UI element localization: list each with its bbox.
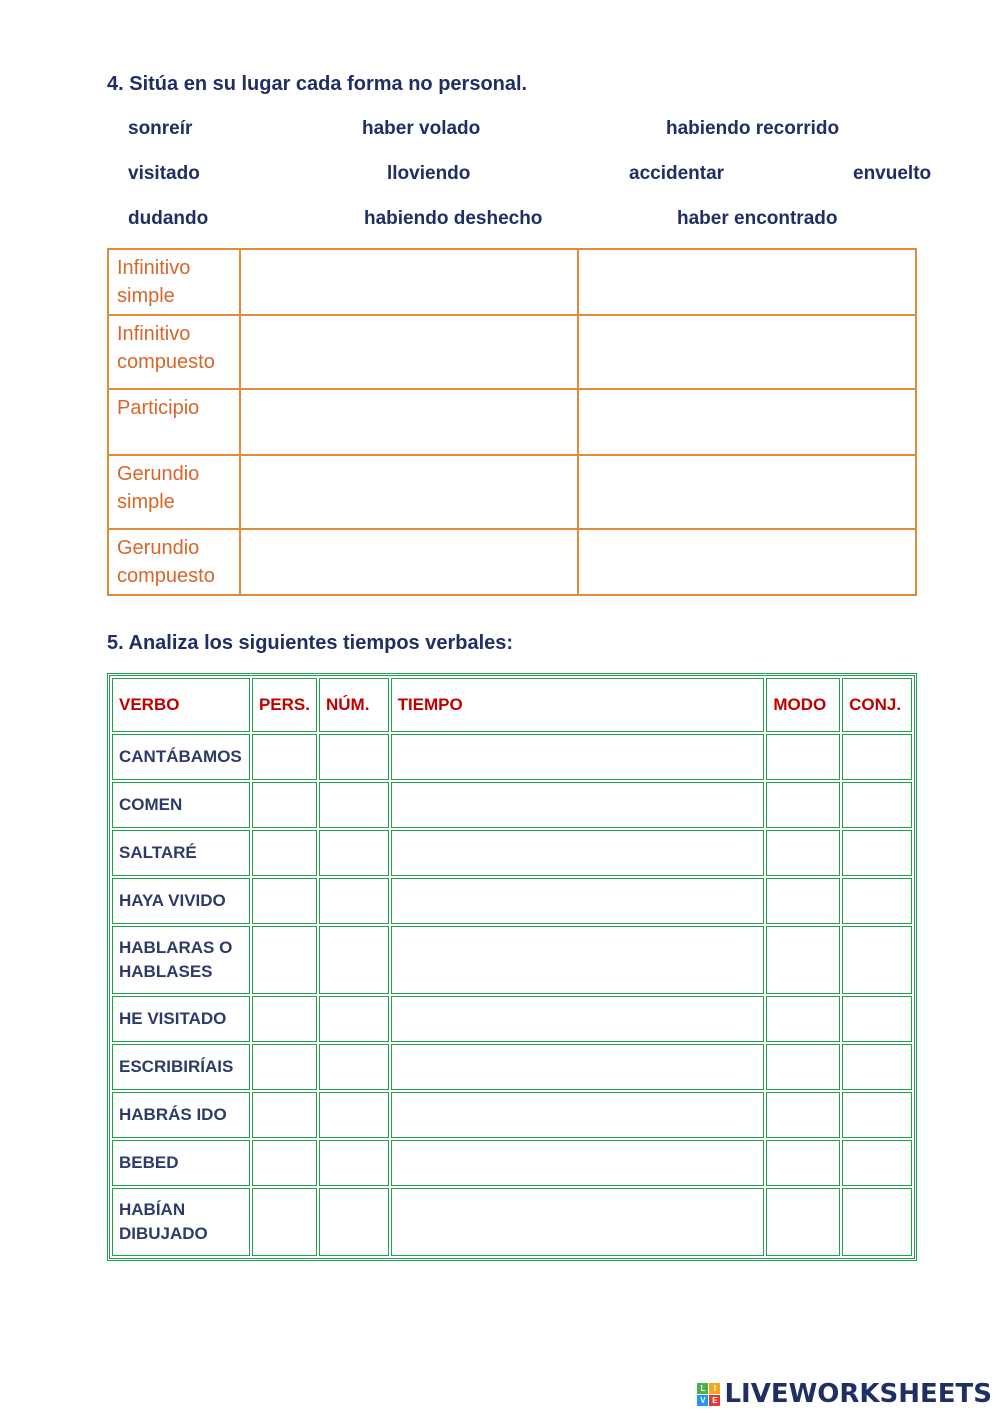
drop-cell[interactable] [578,249,916,315]
row-label-line: Infinitivo [117,257,191,279]
answer-cell[interactable] [319,996,389,1042]
table-row [112,1092,912,1138]
row-label-line: Infinitivo [117,323,191,345]
word-option[interactable]: habiendo recorrido [666,118,840,139]
header-verbo: VERBO [112,678,250,732]
verb-cell: ESCRIBIRÍAIS [112,1044,250,1090]
row-label-line: Gerundio [117,537,200,559]
drop-cell[interactable] [578,529,916,595]
row-label [108,455,240,529]
row-label-line: compuesto [117,351,215,373]
answer-cell[interactable] [319,1140,389,1186]
answer-cell[interactable] [842,1092,912,1138]
header-modo: MODO [766,678,840,732]
answer-cell[interactable] [842,926,912,994]
answer-cell[interactable] [842,830,912,876]
answer-cell[interactable] [391,1188,765,1256]
answer-cell[interactable] [391,1092,765,1138]
table-row [108,455,916,529]
table-row [112,926,912,994]
answer-cell[interactable] [252,782,317,828]
answer-cell[interactable] [391,782,765,828]
word-option[interactable]: haber volado [362,118,481,139]
header-conj: CONJ. [842,678,912,732]
row-label-line: simple [117,491,175,513]
logo-mark-cell: L [697,1383,708,1394]
table-row [108,529,916,595]
answer-cell[interactable] [766,1092,840,1138]
row-label [108,315,240,389]
word-option[interactable]: visitado [128,163,200,184]
verb-cell: HE VISITADO [112,996,250,1042]
exercise-5-title: 5. Analiza los siguientes tiempos verbales: [107,632,514,654]
drop-cell[interactable] [578,315,916,389]
table-row [112,1188,912,1256]
answer-cell[interactable] [842,878,912,924]
row-label-line: Participio [117,397,200,419]
answer-cell[interactable] [252,878,317,924]
answer-cell[interactable] [842,734,912,780]
non-personal-forms-table [107,248,917,596]
word-option[interactable]: dudando [128,208,209,229]
answer-cell[interactable] [391,1140,765,1186]
answer-cell[interactable] [766,1044,840,1090]
row-label [108,249,240,315]
word-option[interactable]: habiendo deshecho [364,208,543,229]
answer-cell[interactable] [319,830,389,876]
answer-cell[interactable] [766,734,840,780]
answer-cell[interactable] [842,782,912,828]
table-row [112,830,912,876]
verb-line: HABÍAN [119,1200,186,1219]
answer-cell[interactable] [391,878,765,924]
table-row [112,1044,912,1090]
row-label-line: simple [117,285,175,307]
verb-cell: HABRÁS IDO [112,1092,250,1138]
word-option[interactable]: haber encontrado [677,208,838,229]
row-label-line: Gerundio [117,463,200,485]
answer-cell[interactable] [766,830,840,876]
logo-text: LIVEWORKSHEETS [724,1379,992,1409]
table-row [112,782,912,828]
verb-analysis-table [107,673,917,1261]
answer-cell[interactable] [842,1140,912,1186]
answer-cell[interactable] [319,926,389,994]
answer-cell[interactable] [319,734,389,780]
logo-mark-cell: V [697,1395,708,1406]
logo-mark-icon [697,1383,720,1406]
liveworksheets-logo [697,1379,992,1409]
answer-cell[interactable] [766,1188,840,1256]
answer-cell[interactable] [252,1092,317,1138]
row-label [108,529,240,595]
table-row [112,1140,912,1186]
answer-cell[interactable] [319,878,389,924]
header-tiempo: TIEMPO [391,678,765,732]
word-option[interactable]: sonreír [128,118,193,139]
drop-cell[interactable] [240,249,578,315]
verb-line: DIBUJADO [119,1224,208,1243]
answer-cell[interactable] [252,1044,317,1090]
answer-cell[interactable] [766,782,840,828]
verb-line: HABLASES [119,962,213,981]
drop-cell[interactable] [240,389,578,455]
answer-cell[interactable] [391,996,765,1042]
answer-cell[interactable] [252,830,317,876]
drop-cell[interactable] [240,529,578,595]
verb-cell: BEBED [112,1140,250,1186]
answer-cell[interactable] [252,734,317,780]
answer-cell[interactable] [766,1140,840,1186]
drop-cell[interactable] [578,455,916,529]
table-row [108,249,916,315]
header-pers: PERS. [252,678,317,732]
answer-cell[interactable] [391,1044,765,1090]
answer-cell[interactable] [252,926,317,994]
answer-cell[interactable] [319,1092,389,1138]
answer-cell[interactable] [252,1188,317,1256]
drop-cell[interactable] [578,389,916,455]
word-option[interactable]: accidentar [629,163,725,184]
table-row [108,315,916,389]
verb-line: HABLARAS O [119,938,233,957]
row-label-line: compuesto [117,565,215,587]
table-row [112,996,912,1042]
logo-mark-cell: E [709,1395,720,1406]
answer-cell[interactable] [842,1188,912,1256]
answer-cell[interactable] [391,734,765,780]
verb-cell: COMEN [112,782,250,828]
header-row [112,678,912,732]
row-label [108,389,240,455]
answer-cell[interactable] [252,1140,317,1186]
answer-cell[interactable] [319,1188,389,1256]
drop-cell[interactable] [240,455,578,529]
answer-cell[interactable] [766,878,840,924]
answer-cell[interactable] [391,926,765,994]
word-option[interactable]: lloviendo [387,163,471,184]
answer-cell[interactable] [842,1044,912,1090]
verb-cell: SALTARÉ [112,830,250,876]
verb-cell: HAYA VIVIDO [112,878,250,924]
table-row [112,734,912,780]
drop-cell[interactable] [240,315,578,389]
table-row [112,878,912,924]
answer-cell[interactable] [391,830,765,876]
answer-cell[interactable] [319,782,389,828]
verb-cell [112,926,250,994]
answer-cell[interactable] [842,996,912,1042]
answer-cell[interactable] [766,926,840,994]
exercise-4-title: 4. Sitúa en su lugar cada forma no personal. [107,73,528,95]
verb-cell [112,1188,250,1256]
logo-mark-cell: I [709,1383,720,1394]
word-option[interactable]: envuelto [853,163,932,184]
verb-cell: CANTÁBAMOS [112,734,250,780]
header-num: NÚM. [319,678,389,732]
answer-cell[interactable] [319,1044,389,1090]
answer-cell[interactable] [766,996,840,1042]
answer-cell[interactable] [252,996,317,1042]
table-row [108,389,916,455]
